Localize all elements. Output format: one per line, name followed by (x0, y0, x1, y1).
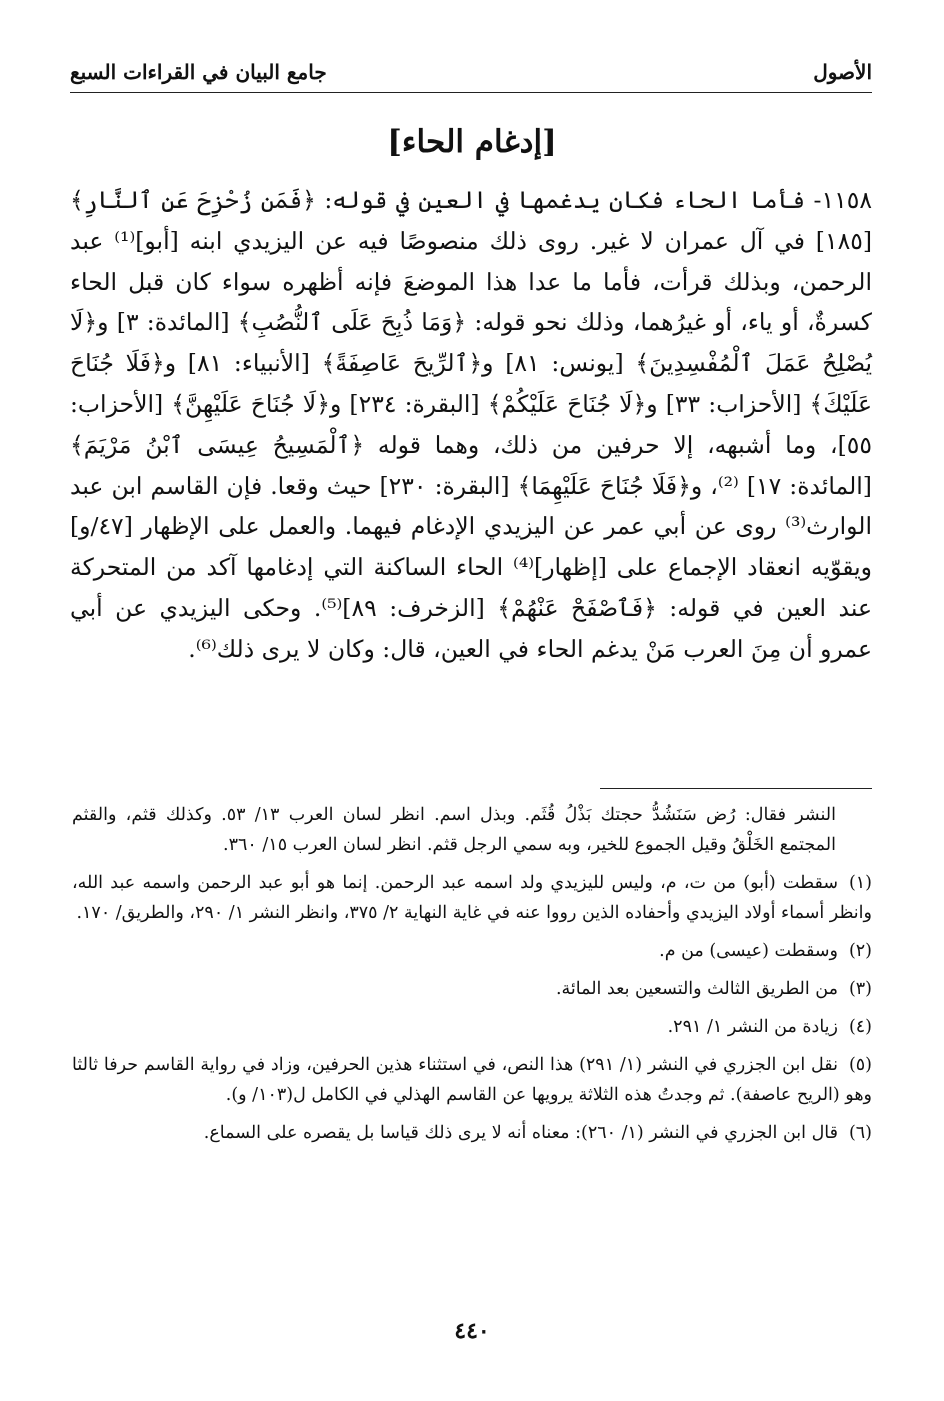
footnote-text: نقل ابن الجزري في النشر (١/ ٢٩١) هذا النص، في استثناء هذين الحرفين، وزاد في رواية القاسم حرفا ثالثا وهو (الريح عاصفة). ثم وجدتُ هذه الثلاثة يرويها عن القاسم الهذلي في الكامل ل(١٠٣/ و). (72, 1055, 872, 1105)
main-text (70, 180, 872, 670)
footnote-separator (600, 788, 872, 789)
footnote-text: وسقطت (عيسى) من م. (659, 941, 838, 961)
section-title: [إدغام الحاء] (387, 124, 557, 160)
footnote-6 (72, 1118, 872, 1148)
page-number: ٤٤٠ (454, 1318, 490, 1344)
footnote-number: (٣) (848, 979, 872, 999)
footnote-number: (٥) (848, 1055, 872, 1075)
footnote-2 (72, 936, 872, 966)
footnote-4 (72, 1012, 872, 1042)
footnote-number: (١) (848, 873, 872, 893)
footnotes (72, 800, 872, 1156)
header-chapter: الأصول (813, 60, 872, 84)
footnote-text: زيادة من النشر ١/ ٢٩١. (667, 1017, 838, 1037)
footnote-3 (72, 974, 872, 1004)
footnote-number: (٦) (848, 1123, 872, 1143)
footnote-1 (72, 868, 872, 928)
paragraph-1158: ١١٥٨- فأما الحاء فكان يدغمها في العين في قوله: ﴿فَمَن زُحْزِحَ عَنِ ٱلنَّارِ﴾ [١٨٥] في آل عمران لا غير. روى ذلك منصوصًا فيه عن اليزيدي ابنه [أبو]⁽¹⁾ عبد الرحمن، وبذلك قرأت، فأما ما عدا هذا الموضعَ فإنه أظهره سواء كان قبل الحاء كسرةٌ، أو ياء، أو غيرُهما، وذلك نحو قوله: ﴿وَمَا ذُبِحَ عَلَى ٱلنُّصُبِ﴾ [المائدة: ٣] و﴿لَا يُصْلِحُ عَمَلَ ٱلْمُفْسِدِينَ﴾ [يونس: ٨١] و﴿ٱلرِّيحَ عَاصِفَةً﴾ [الأنبياء: ٨١] و﴿فَلَا جُنَاحَ عَلَيْكَ﴾ [الأحزاب: ٣٣] و﴿لَا جُنَاحَ عَلَيْكُمْ﴾ [البقرة: ٢٣٤] و﴿لَا جُنَاحَ عَلَيْهِنَّ﴾ [الأحزاب: ٥٥]، وما أشبهه، إلا حرفين من ذلك، وهما قوله ﴿ٱلْمَسِيحُ عِيسَى ٱبْنُ مَرْيَمَ﴾ [المائدة: ١٧] ⁽²⁾، و﴿فَلَا جُنَاحَ عَلَيْهِمَا﴾ [البقرة: ٢٣٠] حيث وقعا. فإن القاسم ابن عبد الوارث⁽³⁾ روى عن أبي عمر عن اليزيدي الإدغام فيهما. والعمل على الإظهار [٤٧/و] ويقوّيه انعقاد الإجماع على [إظهار]⁽⁴⁾ الحاء الساكنة التي إدغامها آكد من المتحركة عند العين في قوله: ﴿فَٱصْفَحْ عَنْهُمْ﴾ [الزخرف: ٨٩]⁽⁵⁾. وحكى اليزيدي عن أبي عمرو أن مِنَ العرب مَنْ يدغم الحاء في العين، قال: وكان لا يرى ذلك⁽⁶⁾. (70, 186, 873, 663)
footnote-text: قال ابن الجزري في النشر (١/ ٢٦٠): معناه أنه لا يرى ذلك قياسا بل يقصره على السماع. (203, 1123, 838, 1143)
footnote-text: سقطت (أبو) من ت، م، وليس لليزيدي ولد اسمه عبد الرحمن. إنما هو أبو عبد الرحمن واسمه عبد الله، وانظر أسماء أولاد اليزيدي وأحفاده الذين رووا عنه في غاية النهاية ٢/ ٣٧٥، وانظر النشر ١/ ٢٩٠، والطريق/ ١٧٠. (72, 873, 872, 923)
running-header (70, 52, 872, 93)
footnote-number: (٢) (848, 941, 872, 961)
footnote-5 (72, 1050, 872, 1110)
footnote-continuation: النشر فقال: رُض سَنَشُدُّ حجتك بَذْلُ قُثَم. وبذل اسم. انظر لسان العرب ١٣/ ٥٣. وكذلك قثم، والقثم المجتمع الخَلْقُ وقيل الجموع للخير، وبه سمي الرجل قثم. انظر لسان العرب ١٥/ ٣٦٠. (72, 805, 836, 855)
header-book-title: جامع البيان في القراءات السبع (70, 60, 327, 84)
footnote-text: من الطريق الثالث والتسعين بعد المائة. (555, 979, 838, 999)
footnote-number: (٤) (848, 1017, 872, 1037)
